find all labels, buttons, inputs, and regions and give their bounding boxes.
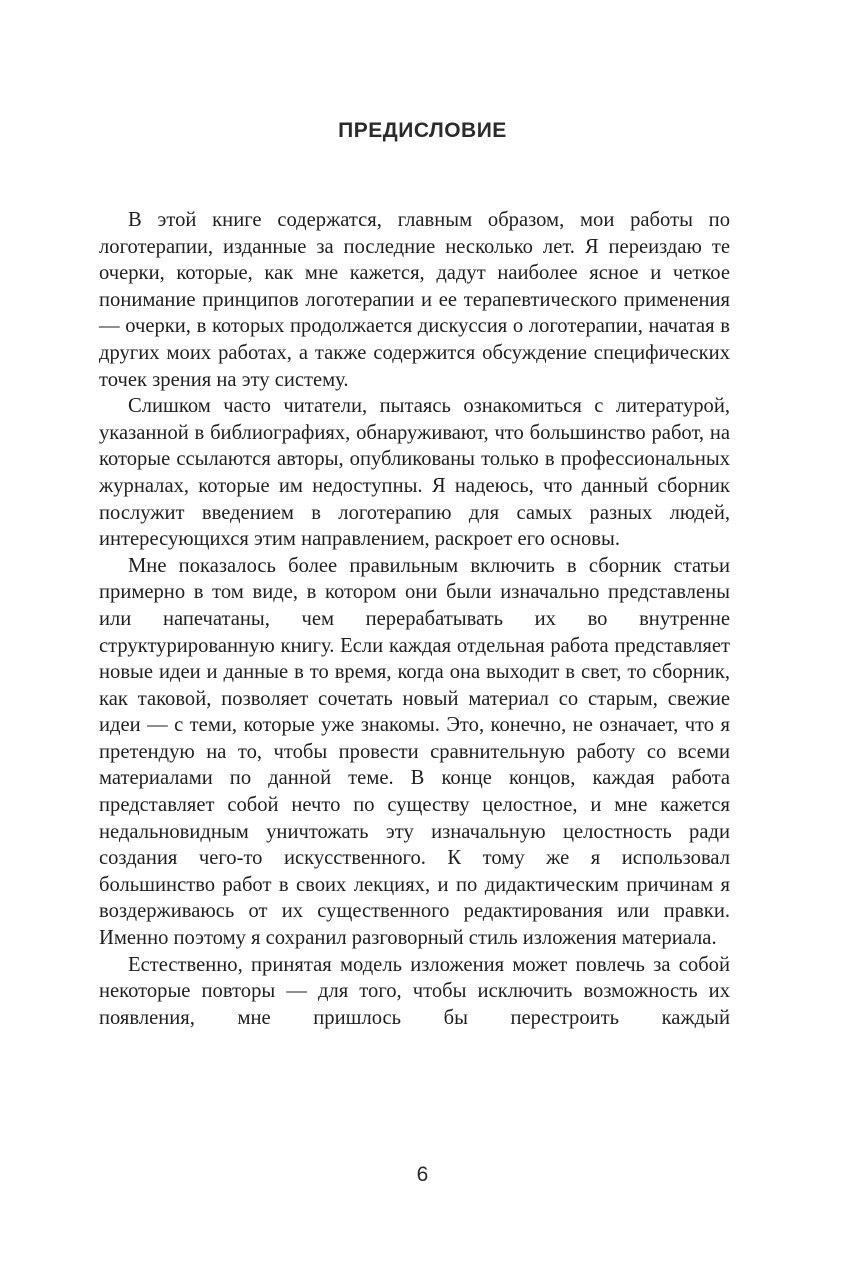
body-text bbox=[99, 207, 730, 1031]
chapter-title: ПРЕДИСЛОВИЕ bbox=[338, 119, 507, 142]
page-number: 6 bbox=[416, 1163, 429, 1186]
paragraph-4: Естественно, принятая модель изложения может повлечь за собой некоторые повторы — для того, чтобы исключить возможность их появления, мне пришлось бы перестроить каждый bbox=[99, 953, 730, 1029]
paragraph-3: Мне показалось более правильным включить в сборник статьи примерно в том виде, в котором они были изначально представлены или напечатаны, чем перерабатывать их во внутренне структурированную книгу. Если каждая отдельная работа представляет новые идеи и данные в то время, когда она выходит в свет, то сборник, как таковой, позволяет сочетать новый материал со старым, свежие идеи — с теми, которые уже знакомы. Это, конечно, не означает, что я претендую на то, чтобы провести сравнительную работу со всеми материалами по данной теме. В конце концов, каждая работа представляет собой нечто по существу целостное, и мне кажется недальновидным уничтожать эту изначальную целостность ради создания чего-то искусственного. К тому же я использовал большинство работ в своих лекциях, и по дидактическим причинам я воздерживаюсь от их существенного редактирования или правки. Именно поэтому я сохранил разговорный стиль изложения материала. bbox=[99, 554, 730, 950]
paragraph-1: В этой книге содержатся, главным образом, мои работы по логотерапии, изданные за последние несколько лет. Я переиздаю те очерки, которые, как мне кажется, дадут наиболее ясное и четкое понимание принципов логотерапии и ее терапевтического применения — очерки, в которых продолжается дискуссия о логотерапии, начатая в других моих работах, а также содержится обсуждение специфических точек зрения на эту систему. bbox=[99, 209, 730, 391]
paragraph-2: Слишком часто читатели, пытаясь ознакомиться с литературой, указанной в библиографиях, обнаруживают, что большинство работ, на которые ссылаются авторы, опубликованы только в профессиональных журналах, которые им недоступны. Я надеюсь, что данный сборник послужит введением в логотерапию для самых разных людей, интересующихся этим направлением, раскроет его основы. bbox=[99, 395, 730, 551]
